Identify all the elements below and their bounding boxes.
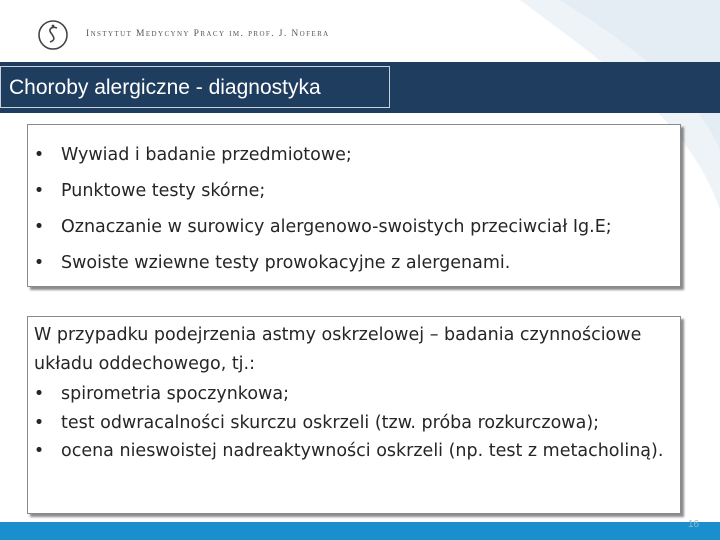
list-item-text: ocena nieswoistej nadreaktywności oskrzeli (np. test z metacholiną). xyxy=(61,441,664,461)
bullet-dot: • xyxy=(33,181,45,201)
bullet-dot: • xyxy=(33,145,45,165)
asthma-tests-box xyxy=(27,316,681,514)
institute-name: Instytut Medycyny Pracy im. prof. J. Nofera xyxy=(86,29,330,39)
slide-title: Choroby alergiczne - diagnostyka xyxy=(9,76,321,99)
list-item xyxy=(28,141,612,177)
list-item xyxy=(28,213,612,249)
list-item xyxy=(28,409,668,438)
bullet-dot: • xyxy=(33,384,45,404)
list-item-text: test odwracalności skurczu oskrzeli (tzw. próba rozkurczowa); xyxy=(61,412,600,433)
list-item-text: Punktowe testy skórne; xyxy=(61,181,266,201)
asthma-intro-text: W przypadku podejrzenia astmy oskrzelowej – badania czynnościowe układu oddechowego, tj.: xyxy=(34,325,642,374)
bullet-dot: • xyxy=(33,441,45,461)
list-item xyxy=(28,249,612,285)
diagnostics-box xyxy=(27,124,681,287)
list-item xyxy=(28,177,612,213)
bullet-dot: • xyxy=(33,253,45,273)
list-item xyxy=(28,380,668,409)
list-item-text: Wywiad i badanie przedmiotowe; xyxy=(61,145,352,165)
bullet-dot: • xyxy=(33,412,45,433)
asthma-tests-list xyxy=(28,380,668,466)
list-item xyxy=(28,437,668,466)
diagnostics-list xyxy=(28,141,612,285)
list-item-text: Swoiste wziewne testy prowokacyjne z alergenami. xyxy=(61,253,511,273)
bottom-stripe xyxy=(0,522,720,540)
bullet-dot: • xyxy=(33,217,45,237)
page-number: 16 xyxy=(688,519,700,530)
list-item-text: Oznaczanie w surowicy alergenowo-swoistych przeciwciał Ig.E; xyxy=(61,217,612,237)
institute-logo-icon xyxy=(36,18,70,52)
list-item-text: spirometria spoczynkowa; xyxy=(61,384,289,404)
